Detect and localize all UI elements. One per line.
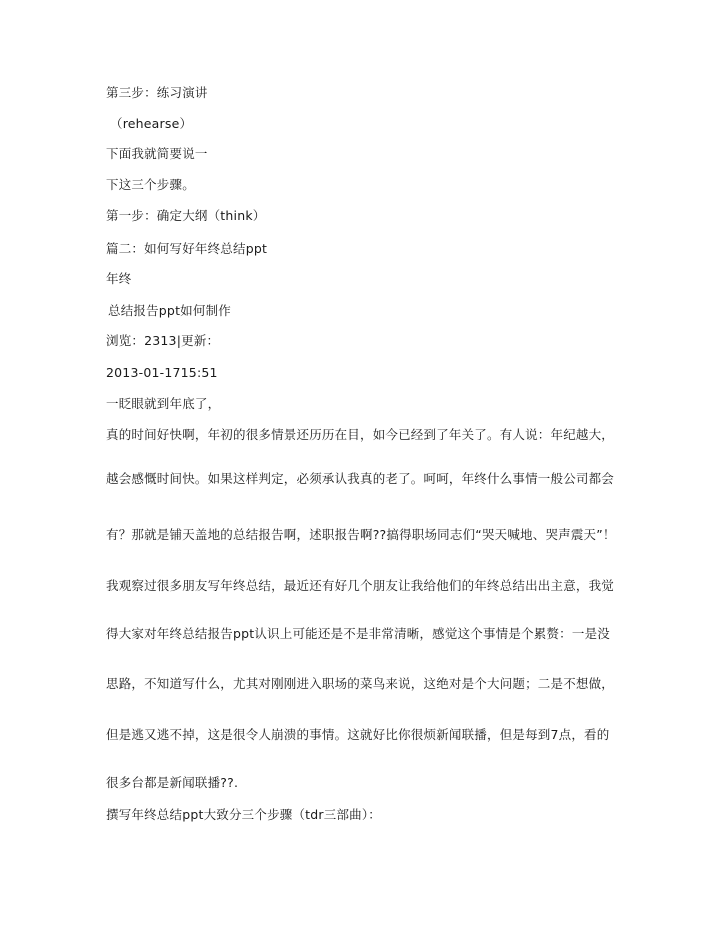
- paragraph: 年终: [106, 271, 132, 286]
- paragraph: （rehearse）: [110, 116, 193, 131]
- paragraph: 下面我就简要说一: [106, 146, 208, 161]
- paragraph: 总结报告ppt如何制作: [108, 303, 231, 318]
- paragraph: 真的时间好快啊，年初的很多情景还历历在目，如今已经到了年关了。有人说：年纪越大，: [106, 427, 615, 442]
- heading: 篇二：如何写好年终总结ppt: [106, 241, 268, 256]
- paragraph: 撰写年终总结ppt大致分三个步骤（tdr三部曲）：: [106, 807, 381, 822]
- paragraph: 有？那就是铺天盖地的总结报告啊，述职报告啊??搞得职场同志们“哭天喊地、哭声震天”！: [106, 527, 616, 542]
- paragraph: 得大家对年终总结报告ppt认识上可能还是不是非常清晰，感觉这个事情是个累赘：一是没: [106, 626, 610, 641]
- paragraph: 越会感慨时间快。如果这样判定，必须承认我真的老了。呵呵，年终什么事情一般公司都会: [106, 471, 615, 486]
- paragraph: 但是逃又逃不掉，这是很令人崩溃的事情。这就好比你很烦新闻联播，但是每到7点，看的: [106, 727, 610, 742]
- paragraph: 我观察过很多朋友写年终总结，最近还有好几个朋友让我给他们的年终总结出出主意，我觉: [106, 578, 615, 593]
- paragraph: 下这三个步骤。: [106, 177, 195, 192]
- paragraph: 很多台都是新闻联播??.: [106, 775, 239, 790]
- paragraph: 思路，不知道写什么，尤其对刚刚进入职场的菜鸟来说，这绝对是个大问题；二是不想做，: [106, 676, 615, 691]
- paragraph: 第三步：练习演讲: [106, 85, 208, 100]
- paragraph: 一眨眼就到年底了，: [106, 396, 221, 411]
- paragraph: 浏览：2313|更新：: [106, 333, 220, 348]
- timestamp: 2013-01-1715:51: [106, 365, 218, 380]
- paragraph: 第一步：确定大纲（think）: [106, 208, 266, 223]
